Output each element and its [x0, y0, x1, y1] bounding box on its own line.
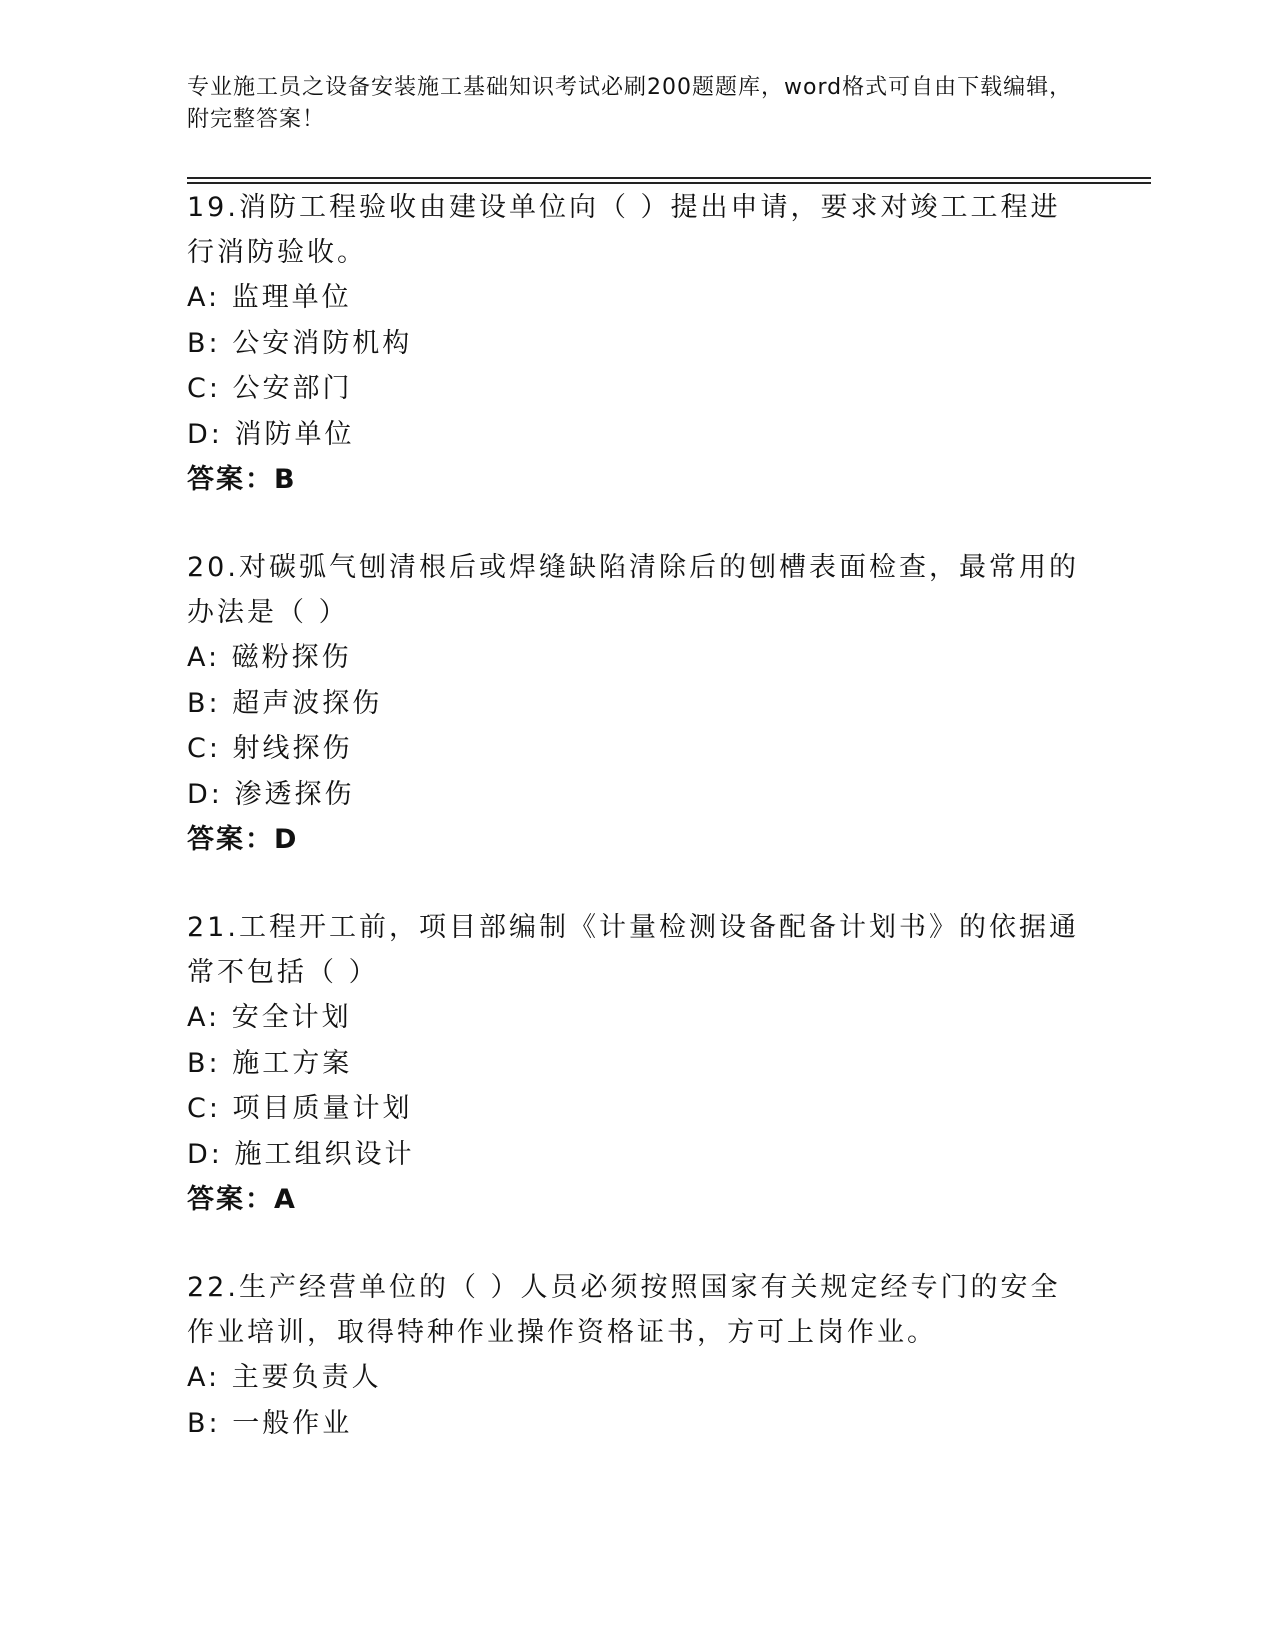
- question-text: 对碳弧气刨清根后或焊缝缺陷清除后的刨槽表面检查，最常用的办法是（ ）: [187, 552, 1079, 628]
- option-text: 渗透探伤: [234, 778, 355, 810]
- answer-value: B: [274, 464, 297, 495]
- question-number: 20.: [187, 552, 239, 583]
- option-a: [187, 275, 1087, 321]
- option-b: [187, 321, 1087, 367]
- option-key: B:: [187, 687, 221, 719]
- option-text: 安全计划: [231, 1002, 352, 1033]
- answer-value: D: [274, 824, 299, 855]
- question-number: 21.: [187, 912, 239, 943]
- option-key: D:: [187, 1138, 223, 1170]
- answer: [187, 1177, 1087, 1223]
- question-stem: [187, 1265, 1087, 1355]
- question-text: 消防工程验收由建设单位向（ ）提出申请，要求对竣工工程进行消防验收。: [187, 192, 1061, 268]
- option-text: 公安消防机构: [232, 327, 413, 359]
- question-stem: [187, 905, 1087, 995]
- option-text: 施工方案: [232, 1047, 353, 1079]
- option-a: [187, 1355, 1087, 1401]
- option-text: 施工组织设计: [234, 1138, 415, 1170]
- option-text: 项目质量计划: [232, 1093, 413, 1124]
- question-stem: [187, 185, 1087, 275]
- option-key: B:: [187, 1407, 221, 1439]
- answer-label: 答案：: [187, 1184, 274, 1215]
- option-text: 射线探伤: [232, 733, 353, 764]
- option-c: [187, 1086, 1087, 1132]
- question-22: [187, 1265, 1087, 1446]
- option-text: 一般作业: [232, 1407, 353, 1439]
- option-text: 磁粉探伤: [231, 642, 352, 673]
- question-number: 22.: [187, 1272, 239, 1303]
- option-text: 超声波探伤: [232, 687, 383, 719]
- answer-label: 答案：: [187, 824, 274, 855]
- option-a: [187, 635, 1087, 681]
- header-divider-bottom: [187, 182, 1151, 184]
- option-key: B:: [187, 1047, 221, 1079]
- question-text: 生产经营单位的（ ）人员必须按照国家有关规定经专门的安全作业培训，取得特种作业操作资格证书，方可上岗作业。: [187, 1272, 1061, 1348]
- question-number: 19.: [187, 192, 239, 223]
- answer-label: 答案：: [187, 464, 274, 495]
- document-header: 专业施工员之设备安装施工基础知识考试必刷200题题库，word格式可自由下载编辑，附完整答案！: [187, 75, 1073, 132]
- option-key: B:: [187, 327, 221, 359]
- answer: [187, 817, 1087, 863]
- option-key: C:: [187, 373, 221, 404]
- option-key: D:: [187, 418, 223, 450]
- option-d: [187, 772, 1087, 818]
- option-text: 消防单位: [234, 418, 355, 450]
- question-21: [187, 905, 1087, 1223]
- option-text: 公安部门: [232, 373, 353, 404]
- answer: [187, 457, 1087, 503]
- option-c: [187, 366, 1087, 412]
- option-key: A:: [187, 1002, 221, 1033]
- question-text: 工程开工前，项目部编制《计量检测设备配备计划书》的依据通常不包括（ ）: [187, 912, 1079, 988]
- option-key: D:: [187, 778, 223, 810]
- option-key: C:: [187, 733, 221, 764]
- answer-value: A: [274, 1184, 297, 1215]
- question-19: [187, 185, 1087, 503]
- option-key: A:: [187, 1362, 221, 1393]
- option-key: C:: [187, 1093, 221, 1124]
- option-d: [187, 412, 1087, 458]
- question-stem: [187, 545, 1087, 635]
- option-b: [187, 681, 1087, 727]
- option-b: [187, 1041, 1087, 1087]
- option-b: [187, 1401, 1087, 1447]
- header-divider-top: [187, 177, 1151, 179]
- option-text: 监理单位: [231, 282, 352, 313]
- question-20: [187, 545, 1087, 863]
- option-c: [187, 726, 1087, 772]
- option-text: 主要负责人: [231, 1362, 382, 1393]
- option-key: A:: [187, 642, 221, 673]
- option-key: A:: [187, 282, 221, 313]
- option-d: [187, 1132, 1087, 1178]
- option-a: [187, 995, 1087, 1041]
